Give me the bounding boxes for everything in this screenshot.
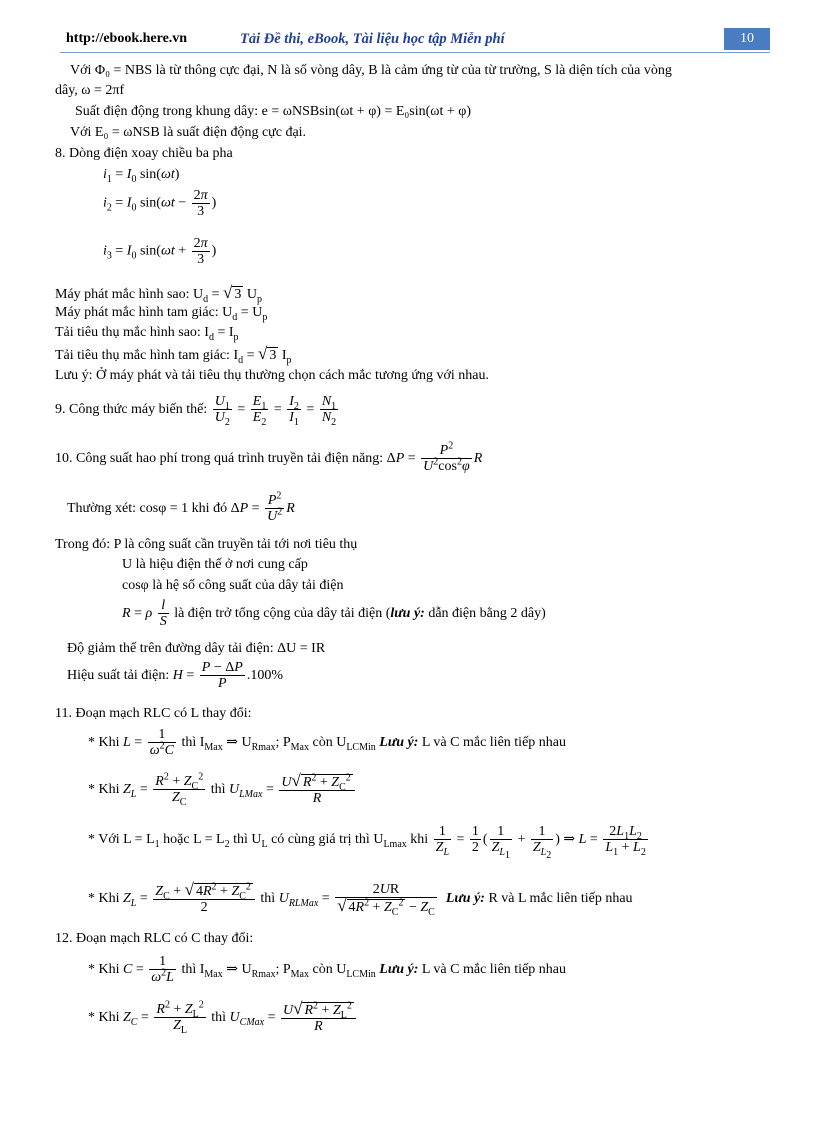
text-line: Với Φ₀ = NBS là từ thông cực đại, N là số vòng dây, B là cảm ứng từ của từ trường, S là diện tích của vòng (70, 63, 672, 78)
formula-i2: $i_2 = I_0$ sin(ωt − $\frac{2\pi}{3}$ ) (103, 188, 217, 219)
formula-11c: * Với $L = L_1$ hoặc $L = L_2$ thì $U_L$ có cùng giá trị thì $U_{Lmax}$ khi $\frac{1}{Z_L}$ = $\frac{1}{2}$ ( $\frac{1}{Z_{L_1}}$ + $\frac{1}{Z_{L_2}}$ ) ⇒ L = $\frac{2L_1L_2}{L_1 + L_2}$ (88, 823, 646, 861)
text-line: Suất điện động trong khung dây: e = ωNSBsin(ωt + φ) = E₀sin(ωt + φ) (75, 104, 472, 119)
section-heading-11: 11. Đoạn mạch RLC có L thay đổi: (55, 706, 252, 721)
formula-resistance: R = ρ $\frac{l}{S}$ là điện trở tổng cộng của dây tải điện (lưu ý: dẫn điện bằng 2 dây) (122, 598, 546, 630)
section-heading-8: 8. Dòng điện xoay chiều ba pha (55, 146, 233, 161)
section-heading-9: 9. Công thức máy biến thế: $\frac{U_1}{U_2}$ = $\frac{E_1}{E_2}$ = $\frac{I_2}{I_1}$ = $\frac{N_1}{N_2}$ (55, 394, 337, 429)
text-line: Lưu ý: Ở máy phát và tải tiêu thụ thường chọn cách mắc tương ứng với nhau. (55, 368, 489, 383)
text-line: Tải tiêu thụ mắc hình tam giác: $I_d$ = √ 3 $I_p$ (55, 344, 292, 366)
text-line: Máy phát mắc hình tam giác: $U_d = U_p$ (55, 305, 268, 323)
formula-11a: * Khi L = $\frac{1}{\omega^2C}$ thì $I_{Max}$ ⇒ $U_{Rmax}$; $P_{Max}$ còn $U_{LCMin}$ Lưu ý: L và C mắc liên tiếp nhau (88, 727, 566, 759)
formula-12a: * Khi C = $\frac{1}{\omega^2L}$ thì $I_{Max}$ ⇒ $U_{Rmax}$; $P_{Max}$ còn $U_{LCMin}$ Lưu ý: L và C mắc liên tiếp nhau (88, 954, 566, 986)
text-line: Độ giảm thế trên đường dây tải điện: ΔU = IR (67, 641, 326, 656)
formula-11d: * Khi $Z_L$ = $\frac{Z_C + √ 4R^2 + Z_C^2}{2}$ thì $U_{RLMax}$ = $\frac{2UR}{√ 4R^2 + Z_C^2 - Z_C}$ Lưu ý: R và L mắc liên tiếp nhau (88, 880, 633, 919)
header-url[interactable]: http://ebook.here.vn (66, 31, 188, 46)
page-header (60, 28, 770, 52)
header-title: Tải Đề thi, eBook, Tài liệu học tập Miễn phí (240, 31, 505, 47)
formula-i3: $i_3 = I_0$ sin(ωt + $\frac{2\pi}{3}$ ) (103, 236, 217, 267)
text-line: Thường xét: cosφ = 1 khi đó ΔP = $\frac{P^2}{U^2}$ R (67, 490, 295, 525)
text-line: dây, ω = 2πf (55, 83, 125, 98)
formula-i1: $i_1 = I_0$ sin(ωt) (103, 167, 180, 185)
section-heading-12: 12. Đoạn mạch RLC có C thay đổi: (55, 931, 254, 946)
formula-11b: * Khi $Z_L$ = $\frac{R^2 + Z_C^2}{Z_C}$ thì $U_{LMax}$ = $\frac{U√ R^2 + Z_C^2}{R}$ (88, 772, 357, 808)
formula-efficiency: Hiệu suất tải điện: H = $\frac{P - \Delta P}{P}$ .100% (67, 660, 283, 692)
text-line: cosφ là hệ số công suất của dây tải điện (122, 578, 344, 593)
header-divider (60, 52, 770, 53)
formula-12b: * Khi $Z_C$ = $\frac{R^2 + Z_L^2}{Z_L}$ thì $U_{CMax}$ = $\frac{U√ R^2 + Z_L^2}{R}$ (88, 1000, 358, 1036)
text-line: Trong đó: P là công suất cần truyền tải tới nơi tiêu thụ (55, 537, 358, 552)
text-line: U là hiệu điện thế ở nơi cung cấp (122, 557, 308, 572)
section-heading-10: 10. Công suất hao phí trong quá trình truyền tải điện năng: ΔP = $\frac{P^2}{U^2\cos^2\varphi}$ R (55, 440, 483, 475)
text-line: Máy phát mắc hình sao: $U_d$ = √ 3 $U_p$ (55, 283, 263, 305)
text-line: Tải tiêu thụ mắc hình sao: $I_d = I_p$ (55, 325, 239, 343)
page-number-badge: 10 (724, 28, 770, 50)
text-line: Với E₀ = ωNSB là suất điện động cực đại. (70, 125, 307, 140)
